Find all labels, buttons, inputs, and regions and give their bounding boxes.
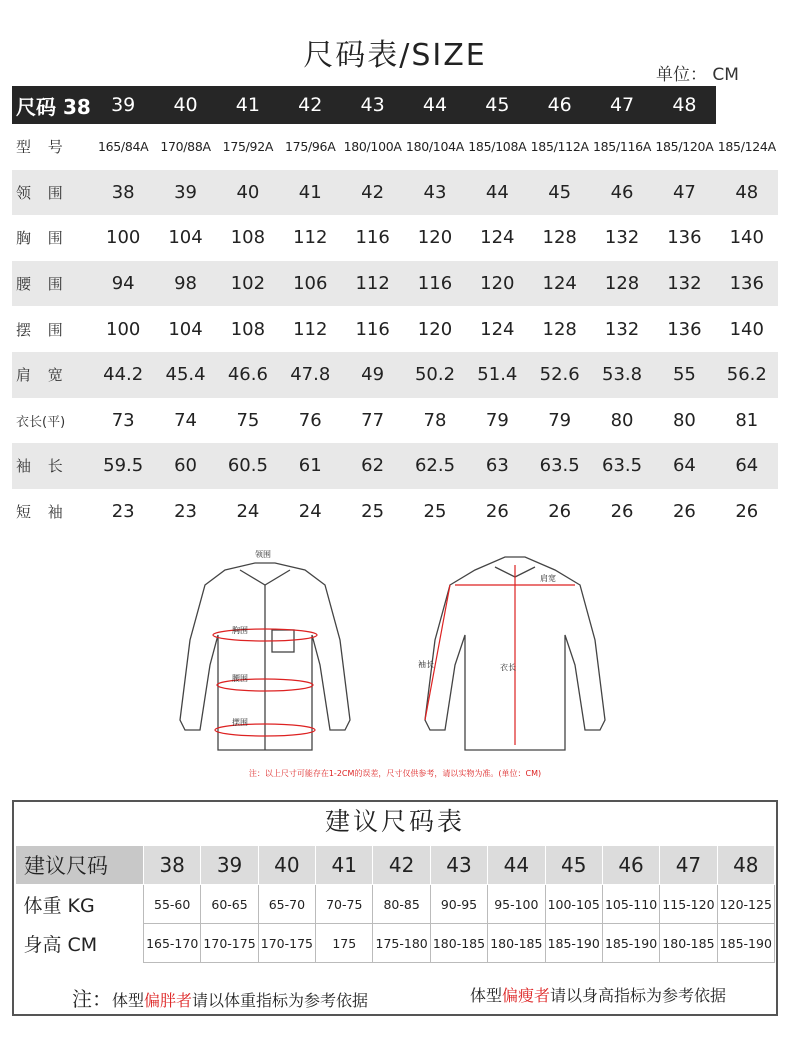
size-cell: 170/88A <box>160 139 211 155</box>
recommend-size-cell: 42 <box>373 846 430 885</box>
size-cell: 124 <box>480 318 515 340</box>
size-cell: 112 <box>293 318 328 340</box>
footer-note-left: 注：体型偏胖者请以体重指标为参考依据 <box>72 987 369 1011</box>
size-cell: 50.2 <box>404 352 466 398</box>
size-row-label: 袖 长 <box>12 443 92 489</box>
recommend-size-cell: 41 <box>316 846 373 885</box>
size-row <box>12 398 778 444</box>
chest-label: 胸围 <box>232 626 248 635</box>
size-row-label: 胸 围 <box>16 229 69 248</box>
size-row <box>12 261 778 307</box>
size-row <box>12 489 778 535</box>
size-cell: 136 <box>667 318 702 340</box>
recommend-cell: 170-175 <box>201 924 258 963</box>
size-cell: 175/96A <box>285 139 336 155</box>
size-cell: 63.5 <box>529 443 591 489</box>
recommend-cell: 180-185 <box>660 924 717 963</box>
size-cell: 24 <box>236 501 260 523</box>
size-cell: 46.6 <box>217 352 279 398</box>
front-shirt-outline <box>180 563 350 750</box>
size-cell: 62.5 <box>404 443 466 489</box>
shoulder-label: 肩宽 <box>540 574 556 583</box>
size-cell: 112 <box>293 227 328 249</box>
unit-label: 单位： CM <box>656 65 739 85</box>
size-cell: 26 <box>735 501 759 523</box>
size-cell: 43 <box>404 170 466 216</box>
size-cell: 180/100A <box>343 139 402 155</box>
size-cell: 185/108A <box>468 139 527 155</box>
size-cell: 23 <box>111 501 135 523</box>
size-cell: 47.8 <box>279 352 341 398</box>
size-cell: 140 <box>729 227 764 249</box>
size-cell: 60.5 <box>217 443 279 489</box>
size-cell: 116 <box>404 261 466 307</box>
recommend-cell: 80-85 <box>373 885 430 924</box>
recommend-cell: 175 <box>316 924 373 963</box>
size-cell: 52.6 <box>529 352 591 398</box>
size-cell: 175/92A <box>222 139 274 155</box>
size-cell: 74 <box>174 409 197 431</box>
recommend-cell: 185-190 <box>717 924 774 963</box>
size-cell: 44.2 <box>92 352 154 398</box>
recommend-size-cell: 48 <box>717 846 774 885</box>
size-header-cell: 44 <box>404 86 466 124</box>
size-cell: 180/104A <box>405 139 465 155</box>
size-cell: 40 <box>217 170 279 216</box>
size-row <box>12 352 778 398</box>
size-cell: 100 <box>106 318 141 340</box>
recommend-cell: 180-185 <box>488 924 545 963</box>
size-cell: 116 <box>355 318 390 340</box>
size-cell: 76 <box>298 409 322 431</box>
size-cell: 185/120A <box>655 139 714 155</box>
size-cell: 108 <box>230 227 266 249</box>
size-header-cell: 46 <box>529 86 591 124</box>
size-header-cell: 45 <box>466 86 528 124</box>
size-row-label: 腰 围 <box>12 261 92 307</box>
recommend-size-cell: 38 <box>144 846 201 885</box>
recommend-size-cell: 46 <box>602 846 659 885</box>
size-row <box>12 170 778 216</box>
size-cell: 185/124A <box>717 139 776 155</box>
size-cell: 38 <box>92 170 154 216</box>
footer-note-right: 体型偏瘦者请以身高指标为参考依据 <box>470 986 727 1005</box>
size-row <box>12 215 778 261</box>
size-cell: 120 <box>466 261 528 307</box>
size-cell: 77 <box>361 409 385 431</box>
size-cell: 47 <box>653 170 715 216</box>
size-cell: 185/116A <box>593 139 652 155</box>
size-cell: 120 <box>417 227 453 249</box>
recommend-cell: 105-110 <box>602 885 659 924</box>
length-label: 衣长 <box>500 663 516 672</box>
size-cell: 75 <box>236 409 260 431</box>
size-cell: 102 <box>217 261 279 307</box>
size-cell: 60 <box>154 443 216 489</box>
size-cell: 104 <box>168 227 203 249</box>
recommend-size-cell: 45 <box>545 846 602 885</box>
collar-label: 领围 <box>255 550 271 559</box>
recommend-row <box>16 924 775 963</box>
size-cell: 45 <box>529 170 591 216</box>
size-row-label: 肩 宽 <box>12 352 92 398</box>
page-title: 尺码表/SIZE <box>303 38 487 73</box>
recommend-cell: 65-70 <box>258 885 315 924</box>
recommend-cell: 185-190 <box>545 924 602 963</box>
recommend-size-cell: 44 <box>488 846 545 885</box>
size-cell: 106 <box>279 261 341 307</box>
size-cell: 128 <box>591 261 653 307</box>
size-header-cell: 39 <box>92 86 154 124</box>
size-row <box>12 443 778 489</box>
size-cell: 63 <box>466 443 528 489</box>
recommend-size-cell: 39 <box>201 846 258 885</box>
hem-label: 摆围 <box>232 718 248 727</box>
size-cell: 120 <box>417 318 453 340</box>
size-cell: 56.2 <box>716 352 778 398</box>
recommend-cell: 60-65 <box>201 885 258 924</box>
size-cell: 26 <box>548 501 572 523</box>
size-cell: 185/112A <box>530 139 589 155</box>
recommend-cell: 90-95 <box>430 885 487 924</box>
size-row-label: 摆 围 <box>16 320 69 339</box>
size-cell: 136 <box>667 227 702 249</box>
size-cell: 55 <box>653 352 715 398</box>
size-cell: 80 <box>672 409 696 431</box>
size-cell: 79 <box>548 409 572 431</box>
recommend-header-label: 建议尺码 <box>16 846 144 885</box>
measurement-note: 注：以上尺寸可能存在1-2CM的误差，尺寸仅供参考，请以实物为准。(单位：CM) <box>248 769 542 778</box>
size-cell: 46 <box>591 170 653 216</box>
recommend-size-cell: 43 <box>430 846 487 885</box>
recommend-title: 建议尺码表 <box>324 807 465 836</box>
size-cell: 26 <box>672 501 696 523</box>
size-cell: 140 <box>729 318 764 340</box>
size-cell: 100 <box>106 227 141 249</box>
size-cell: 132 <box>604 227 640 249</box>
recommend-row <box>16 885 775 924</box>
size-cell: 132 <box>604 318 640 340</box>
size-cell: 94 <box>92 261 154 307</box>
recommend-cell: 100-105 <box>545 885 602 924</box>
recommend-cell: 175-180 <box>373 924 430 963</box>
size-header-label: 尺码 38 <box>12 86 92 124</box>
size-header-cell: 40 <box>154 86 216 124</box>
size-row <box>12 124 778 170</box>
size-cell: 128 <box>542 318 577 340</box>
size-cell: 53.8 <box>591 352 653 398</box>
size-cell: 49 <box>341 352 403 398</box>
size-cell: 62 <box>341 443 403 489</box>
waist-label: 腰围 <box>232 674 248 683</box>
recommend-size-cell: 47 <box>660 846 717 885</box>
size-cell: 48 <box>716 170 778 216</box>
size-cell: 41 <box>279 170 341 216</box>
size-cell: 44 <box>466 170 528 216</box>
shirt-measurement-diagram <box>140 545 660 785</box>
size-cell: 24 <box>298 501 322 523</box>
size-cell: 39 <box>154 170 216 216</box>
size-row <box>12 306 778 352</box>
measurement-lines <box>213 565 575 745</box>
recommend-cell: 95-100 <box>488 885 545 924</box>
recommend-row-label: 体重 KG <box>16 885 144 924</box>
size-header-cell: 48 <box>653 86 715 124</box>
size-cell: 64 <box>653 443 715 489</box>
size-cell: 23 <box>174 501 197 523</box>
size-cell: 78 <box>423 409 447 431</box>
size-cell: 104 <box>168 318 203 340</box>
size-cell: 124 <box>529 261 591 307</box>
size-cell: 63.5 <box>591 443 653 489</box>
size-cell: 25 <box>361 501 385 523</box>
size-cell: 64 <box>716 443 778 489</box>
size-row-label: 型 号 <box>16 138 69 157</box>
size-cell: 116 <box>355 227 390 249</box>
recommend-header-row <box>16 846 775 885</box>
size-cell: 61 <box>279 443 341 489</box>
size-header-cell: 41 <box>217 86 279 124</box>
recommend-cell: 120-125 <box>717 885 774 924</box>
size-row-label: 衣长(平) <box>16 414 66 430</box>
size-cell: 165/84A <box>97 139 149 155</box>
recommend-cell: 165-170 <box>144 924 201 963</box>
recommend-cell: 55-60 <box>144 885 201 924</box>
size-header-cell: 42 <box>279 86 341 124</box>
recommend-cell: 180-185 <box>430 924 487 963</box>
recommend-table <box>15 845 775 963</box>
size-cell: 132 <box>653 261 715 307</box>
size-header-cell: 43 <box>341 86 403 124</box>
recommend-cell: 170-175 <box>258 924 315 963</box>
size-cell: 81 <box>735 409 759 431</box>
recommend-row-label: 身高 CM <box>16 924 144 963</box>
recommend-cell: 70-75 <box>316 885 373 924</box>
size-cell: 80 <box>610 409 634 431</box>
size-cell: 79 <box>485 409 509 431</box>
size-row-label: 短 袖 <box>16 503 69 522</box>
size-row-label: 领 围 <box>12 170 92 216</box>
recommend-cell: 115-120 <box>660 885 717 924</box>
size-cell: 26 <box>485 501 509 523</box>
size-cell: 45.4 <box>154 352 216 398</box>
size-header-row <box>12 86 778 124</box>
size-cell: 108 <box>230 318 266 340</box>
size-cell: 98 <box>154 261 216 307</box>
sleeve-label: 袖长 <box>418 660 434 669</box>
size-cell: 124 <box>480 227 515 249</box>
size-cell: 136 <box>716 261 778 307</box>
recommend-cell: 185-190 <box>602 924 659 963</box>
size-header-cell: 47 <box>591 86 653 124</box>
size-cell: 26 <box>610 501 634 523</box>
size-cell: 59.5 <box>92 443 154 489</box>
size-cell: 42 <box>341 170 403 216</box>
recommend-size-cell: 40 <box>258 846 315 885</box>
size-cell: 73 <box>111 409 135 431</box>
size-cell: 25 <box>423 501 447 523</box>
size-cell: 51.4 <box>466 352 528 398</box>
size-cell: 112 <box>341 261 403 307</box>
size-chart-table <box>12 86 778 534</box>
size-cell: 128 <box>542 227 577 249</box>
